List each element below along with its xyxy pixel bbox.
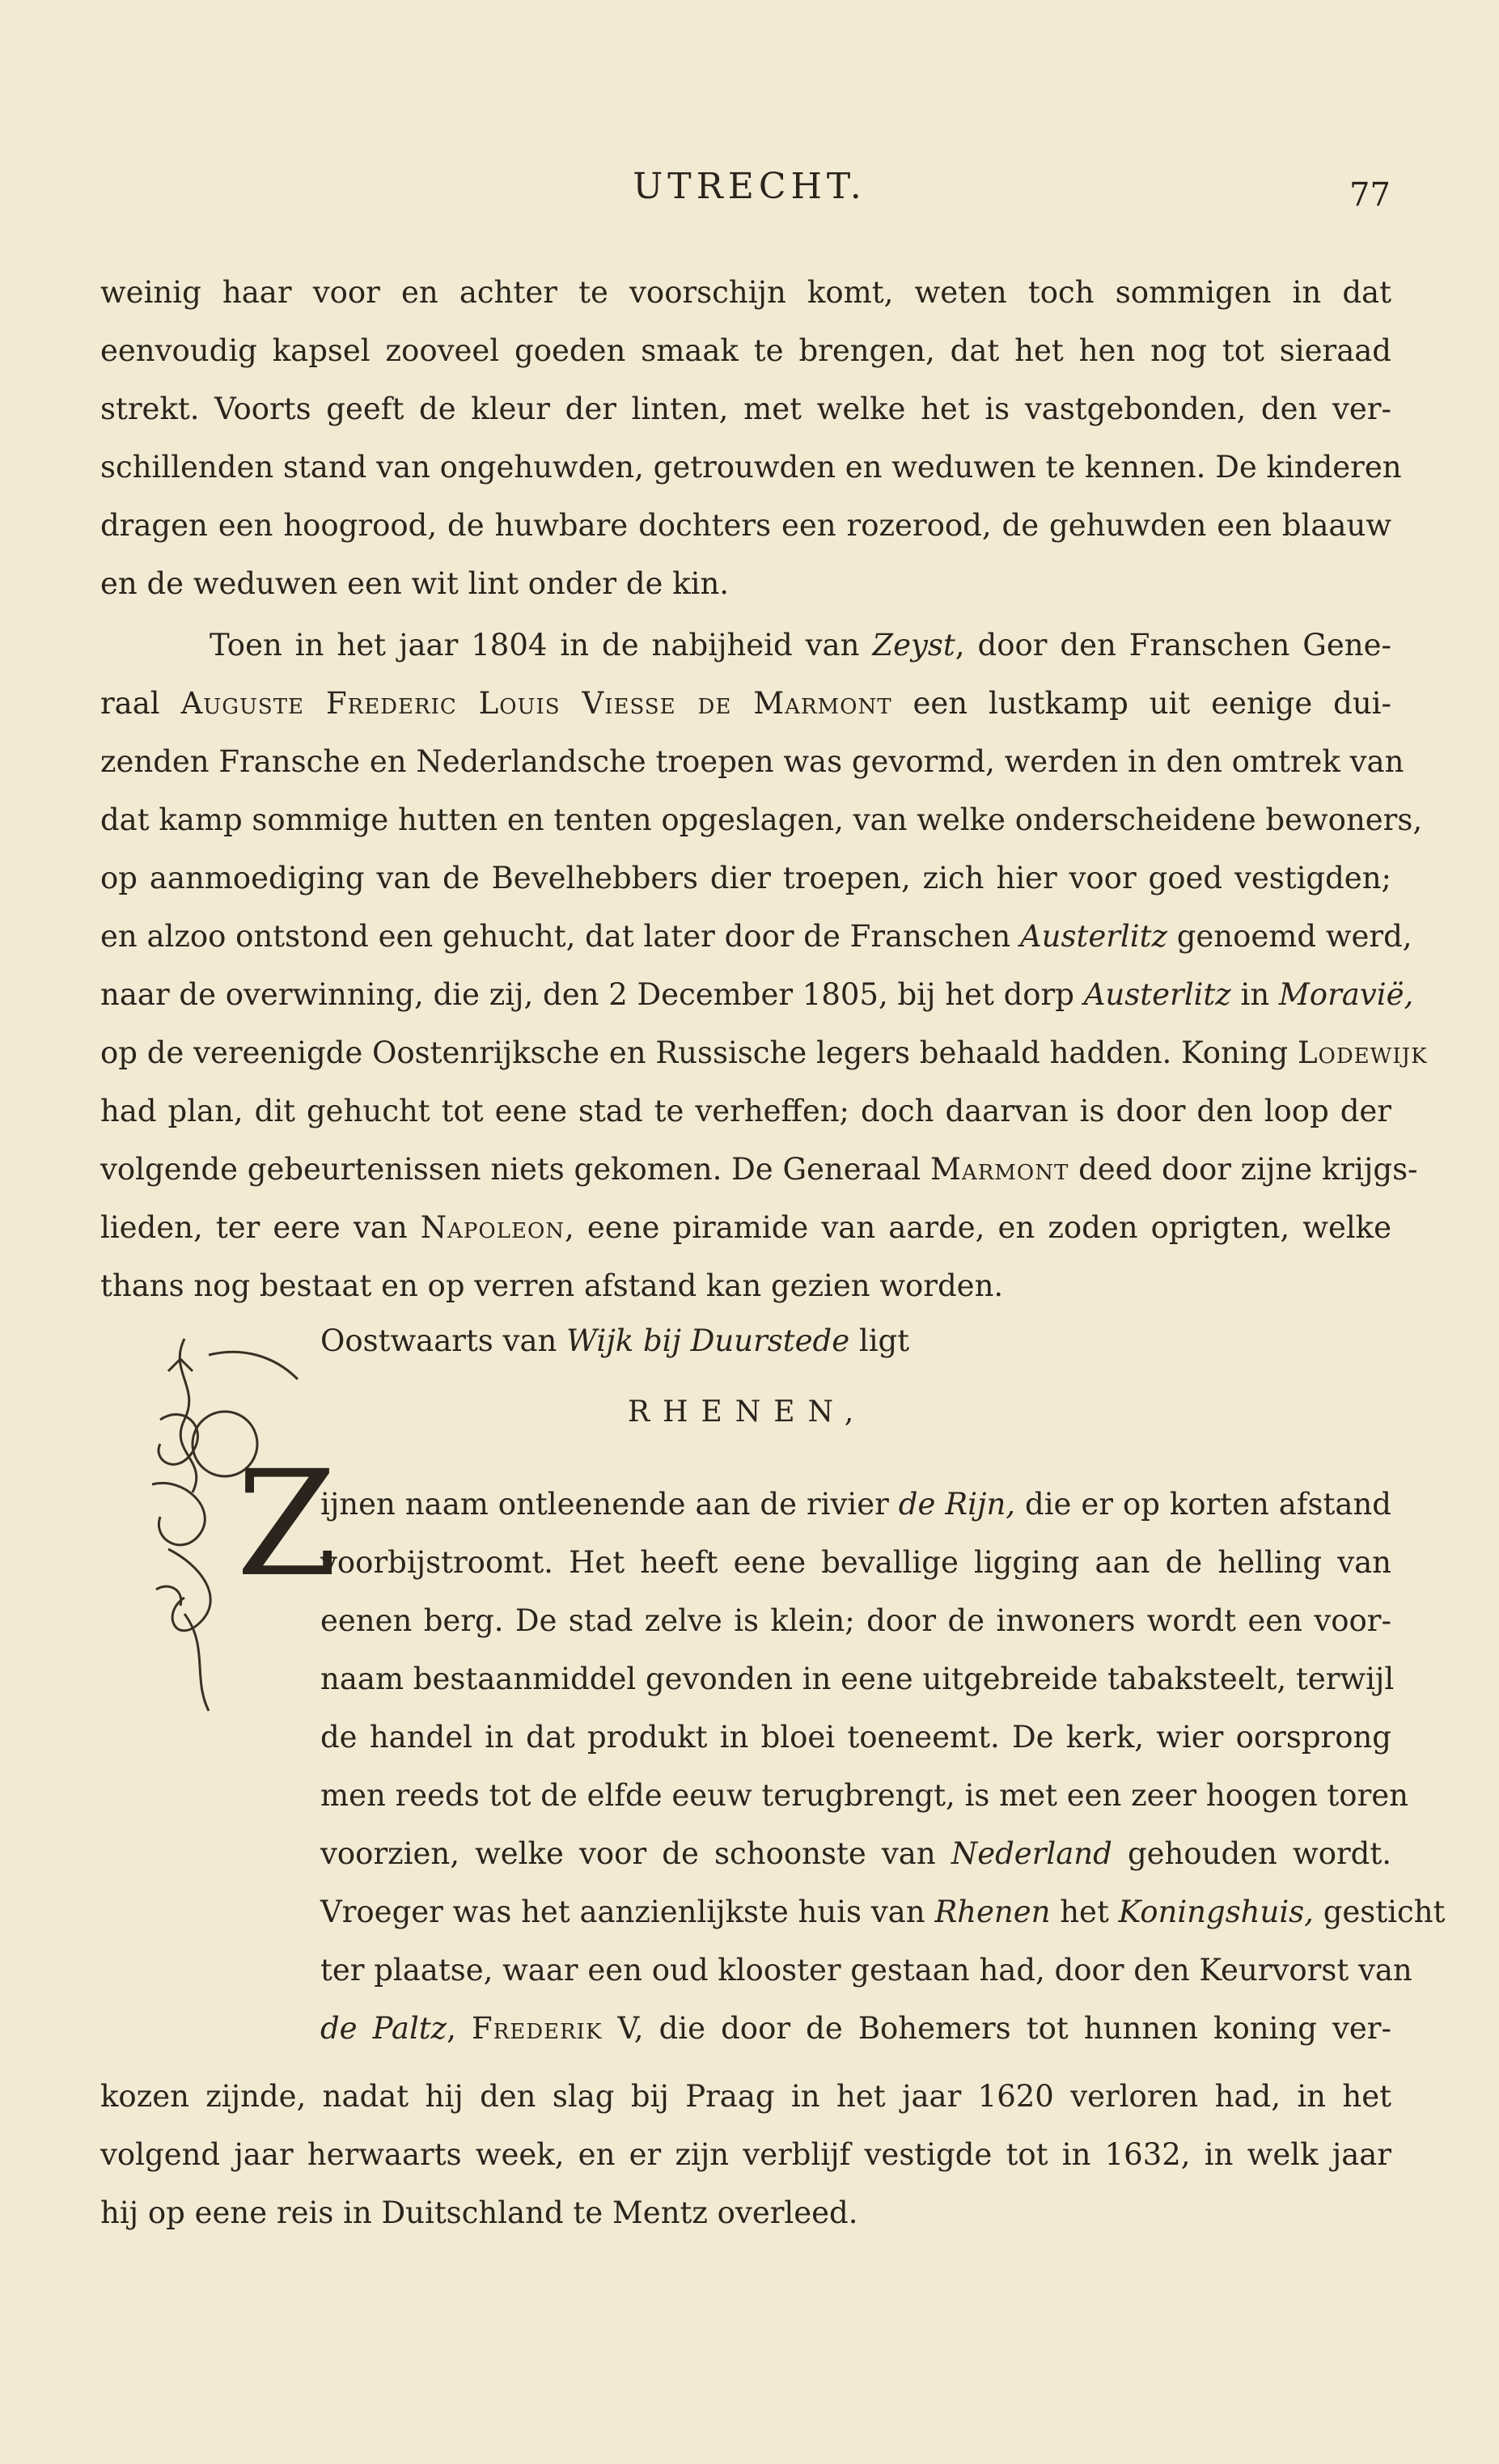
text-run: ligt bbox=[849, 1323, 910, 1358]
text-line bbox=[100, 1141, 1418, 1199]
text-line: men reeds tot de elfde eeuw terugbrengt, is met een zeer hoogen toren bbox=[320, 1778, 1408, 1813]
text-run: in bbox=[1230, 977, 1279, 1012]
person-name: Lodewijk bbox=[1297, 1035, 1428, 1070]
paragraph-3-dropcap-block bbox=[320, 1475, 1446, 2058]
text-line bbox=[100, 1024, 1428, 1082]
text-line bbox=[100, 908, 1412, 966]
text-line: eenvoudig kapsel zooveel goeden smaak te brengen, dat het hen nog tot sieraad bbox=[100, 333, 1391, 368]
text-run: Vroeger was het aanzienlijkste huis van bbox=[320, 1895, 935, 1929]
text-line: zenden Fransche en Nederlandsche troepen was gevormd, werden in den omtrek van bbox=[100, 744, 1404, 779]
text-line: ter plaatse, waar een oud klooster gestaan had, door den Keurvorst van bbox=[320, 1953, 1412, 1988]
ornament-leaf bbox=[152, 1483, 205, 1544]
text-run: Oostwaarts van bbox=[320, 1323, 567, 1358]
text-run: Toen in het jaar 1804 in de nabijheid van bbox=[210, 628, 873, 663]
text-run: , door den Franschen Gene- bbox=[955, 628, 1391, 663]
text-line: dragen een hoogrood, de huwbare dochters een rozerood, de gehuwden een blaauw bbox=[100, 508, 1391, 543]
text-line bbox=[320, 2000, 1391, 2058]
text-line: eenen berg. De stad zelve is klein; door de inwoners wordt een voor- bbox=[320, 1603, 1391, 1638]
text-line: had plan, dit gehucht tot eene stad te verheffen; doch daarvan is door den loop der bbox=[100, 1094, 1391, 1128]
text-run: naar de overwinning, die zij, den 2 December 1805, bij het dorp bbox=[100, 977, 1084, 1012]
text-run: en alzoo ontstond een gehucht, dat later door de Franschen bbox=[100, 919, 1020, 954]
text-line bbox=[100, 1199, 1391, 1257]
text-run: , bbox=[447, 2011, 472, 2046]
text-line bbox=[320, 1825, 1391, 1883]
text-run: die er op korten afstand bbox=[1015, 1487, 1391, 1522]
text-line bbox=[320, 1475, 1391, 1534]
text-run: voorzien, welke voor de schoonste van bbox=[320, 1836, 951, 1871]
text-run: volgende gebeurtenissen niets gekomen. De Generaal bbox=[100, 1152, 931, 1187]
section-heading: RHENEN, bbox=[628, 1395, 867, 1429]
text-line: de handel in dat produkt in bloei toeneemt. De kerk, wier oorsprong bbox=[320, 1720, 1391, 1755]
text-line: kozen zijnde, nadat hij den slag bij Praag in het jaar 1620 verloren had, in het bbox=[100, 2079, 1391, 2114]
ornament-flourish bbox=[209, 1352, 298, 1379]
text-line: en de weduwen een wit lint onder de kin. bbox=[100, 566, 730, 601]
text-run: genoemd werd, bbox=[1167, 919, 1412, 954]
place-name: Zeyst bbox=[872, 628, 955, 663]
text-line: strekt. Voorts geeft de kleur der linten, met welke het is vastgebonden, den ver- bbox=[100, 392, 1391, 426]
text-line bbox=[100, 675, 1391, 733]
place-name: de Paltz bbox=[320, 2011, 447, 2046]
text-run: op de vereenigde Oostenrijksche en Russische legers behaald hadden. Koning bbox=[100, 1035, 1298, 1070]
person-name: Frederik bbox=[472, 2011, 603, 2046]
text-line bbox=[320, 1883, 1446, 1941]
person-name: Auguste Frederic Louis Viesse de Marmont bbox=[180, 686, 892, 721]
text-line: thans nog bestaat en op verren afstand kan gezien worden. bbox=[100, 1268, 1004, 1303]
text-run: het bbox=[1050, 1895, 1119, 1929]
text-line: schillenden stand van ongehuwden, getrouwden en weduwen te kennen. De kinderen bbox=[100, 450, 1402, 485]
paragraph-1 bbox=[100, 264, 1402, 613]
paragraph-3-continuation bbox=[100, 2068, 1391, 2242]
text-run: gesticht bbox=[1313, 1895, 1446, 1929]
text-line: volgend jaar herwaarts week, en er zijn verblijf vestigde tot in 1632, in welk jaar bbox=[100, 2137, 1391, 2172]
text-run: ijnen naam ontleenende aan de rivier bbox=[320, 1487, 899, 1522]
place-name: Austerlitz bbox=[1019, 919, 1167, 954]
text-line: weinig haar voor en achter te voorschijn komt, weten toch sommigen in dat bbox=[100, 275, 1391, 310]
page-number: 77 bbox=[1349, 176, 1391, 214]
text-line bbox=[100, 616, 1391, 675]
text-line: dat kamp sommige hutten en tenten opgeslagen, van welke onderscheidene bewoners, bbox=[100, 802, 1423, 837]
text-run: deed door zijne krijgs- bbox=[1069, 1152, 1418, 1187]
drop-cap: Z bbox=[236, 1440, 338, 1609]
ornament-vine bbox=[184, 1614, 209, 1711]
text-line: op aanmoediging van de Bevelhebbers dier troepen, zich hier voor goed vestigden; bbox=[100, 861, 1391, 895]
running-header: UTRECHT. bbox=[633, 166, 866, 207]
person-name: Napoleon bbox=[420, 1210, 565, 1245]
text-line: hij op eene reis in Duitschland te Mentz overleed. bbox=[100, 2195, 858, 2230]
place-name: Austerlitz bbox=[1083, 977, 1231, 1012]
text-run: raal bbox=[100, 686, 181, 721]
place-name: Nederland bbox=[951, 1836, 1112, 1871]
text-run: lieden, ter eere van bbox=[100, 1210, 421, 1245]
text-line: naam bestaanmiddel gevonden in eene uitgebreide tabaksteelt, terwijl bbox=[320, 1662, 1395, 1696]
paragraph-2 bbox=[100, 616, 1428, 1315]
person-name: Marmont bbox=[930, 1152, 1069, 1187]
place-name: Moravië, bbox=[1278, 977, 1414, 1012]
place-name: Koningshuis, bbox=[1118, 1895, 1314, 1929]
text-run: gehouden wordt. bbox=[1112, 1836, 1391, 1871]
text-run: , eene piramide van aarde, en zoden oprigten, welke bbox=[565, 1210, 1391, 1245]
text-run: een lustkamp uit eenige dui- bbox=[891, 686, 1391, 721]
text-line bbox=[100, 966, 1414, 1024]
text-run: V, die door de Bohemers tot hunnen koning ver- bbox=[602, 2011, 1391, 2046]
place-name: Wijk bij Duurstede bbox=[566, 1323, 850, 1358]
text-line: voorbijstroomt. Het heeft eene bevallige ligging aan de helling van bbox=[320, 1545, 1391, 1580]
place-name: de Rijn, bbox=[898, 1487, 1016, 1522]
place-name: Rhenen bbox=[934, 1895, 1051, 1929]
intro-line bbox=[320, 1312, 909, 1370]
